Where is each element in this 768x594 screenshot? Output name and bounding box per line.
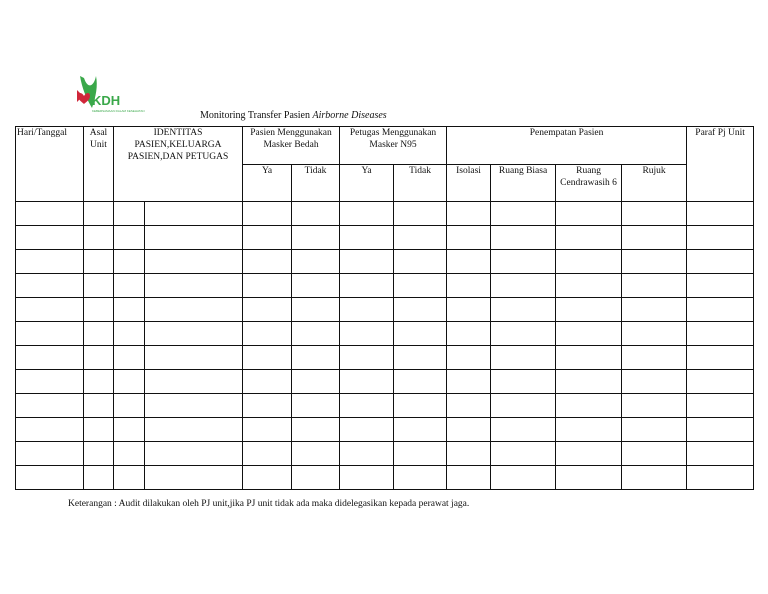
blank-rows: [16, 202, 754, 490]
table-cell[interactable]: [622, 370, 687, 394]
table-cell[interactable]: [622, 466, 687, 490]
table-cell[interactable]: [687, 346, 754, 370]
table-cell[interactable]: [447, 274, 491, 298]
table-cell[interactable]: [292, 274, 340, 298]
title-italic: Airborne Diseases: [312, 110, 387, 121]
table-cell[interactable]: [394, 346, 447, 370]
logo-text: KDH: [92, 93, 121, 108]
table-cell[interactable]: [84, 442, 114, 466]
table-cell[interactable]: [394, 394, 447, 418]
table-cell[interactable]: [145, 346, 243, 370]
table-cell[interactable]: [145, 466, 243, 490]
table-cell[interactable]: [556, 370, 622, 394]
table-cell[interactable]: [622, 394, 687, 418]
table-cell[interactable]: [687, 442, 754, 466]
table-cell[interactable]: [491, 298, 556, 322]
table-cell[interactable]: [687, 226, 754, 250]
table-cell[interactable]: [84, 274, 114, 298]
table-cell[interactable]: [556, 298, 622, 322]
table-cell[interactable]: [622, 346, 687, 370]
header-asal-unit: Asal Unit: [84, 127, 114, 202]
table-cell[interactable]: [16, 202, 84, 226]
table-cell[interactable]: [84, 466, 114, 490]
table-cell[interactable]: [687, 466, 754, 490]
table-cell[interactable]: [556, 274, 622, 298]
table-cell[interactable]: [16, 298, 84, 322]
table-cell[interactable]: [84, 418, 114, 442]
table-cell[interactable]: [556, 394, 622, 418]
table-cell[interactable]: [622, 442, 687, 466]
table-cell[interactable]: [491, 442, 556, 466]
table-row: [16, 322, 754, 346]
table-cell[interactable]: [340, 202, 394, 226]
header-identitas: IDENTITAS PASIEN,KELUARGA PASIEN,DAN PETUGAS: [114, 127, 243, 202]
table-cell[interactable]: [114, 322, 145, 346]
table-cell[interactable]: [84, 250, 114, 274]
subheader-ruang-cendrawasih: Ruang Cendrawasih 6: [556, 165, 622, 202]
table-cell[interactable]: [394, 442, 447, 466]
kdh-logo: [74, 72, 145, 116]
table-cell[interactable]: [292, 322, 340, 346]
table-cell[interactable]: [622, 202, 687, 226]
table-cell[interactable]: [84, 394, 114, 418]
table-cell[interactable]: [114, 298, 145, 322]
table-cell[interactable]: [84, 346, 114, 370]
table-row: [16, 394, 754, 418]
table-cell[interactable]: [687, 202, 754, 226]
table-cell[interactable]: [114, 226, 145, 250]
table-cell[interactable]: [16, 250, 84, 274]
table-cell[interactable]: [447, 298, 491, 322]
header-paraf: Paraf Pj Unit: [687, 127, 754, 202]
table-cell[interactable]: [114, 274, 145, 298]
table-cell[interactable]: [16, 394, 84, 418]
table-cell[interactable]: [687, 298, 754, 322]
table-cell[interactable]: [243, 298, 292, 322]
table-cell[interactable]: [687, 322, 754, 346]
table-cell[interactable]: [687, 370, 754, 394]
table-cell[interactable]: [84, 202, 114, 226]
subheader-ruang-biasa: Ruang Biasa: [491, 165, 556, 202]
table-row: [16, 226, 754, 250]
table-cell[interactable]: [447, 226, 491, 250]
table-cell[interactable]: [145, 418, 243, 442]
table-cell[interactable]: [556, 250, 622, 274]
table-cell[interactable]: [292, 370, 340, 394]
table-cell[interactable]: [491, 466, 556, 490]
subheader-petugas-tidak: Tidak: [394, 165, 447, 202]
table-cell[interactable]: [687, 250, 754, 274]
table-cell[interactable]: [84, 370, 114, 394]
table-cell[interactable]: [622, 298, 687, 322]
table-cell[interactable]: [394, 274, 447, 298]
table-cell[interactable]: [556, 442, 622, 466]
table-cell[interactable]: [394, 226, 447, 250]
table-cell[interactable]: [16, 370, 84, 394]
header-hari-tanggal: Hari/Tanggal: [16, 127, 84, 202]
table-row: [16, 298, 754, 322]
table-cell[interactable]: [394, 322, 447, 346]
table-cell[interactable]: [622, 274, 687, 298]
table-row: [16, 274, 754, 298]
table-cell[interactable]: [145, 394, 243, 418]
header-petugas-masker: Petugas Menggunakan Masker N95: [340, 127, 447, 165]
table-cell[interactable]: [243, 322, 292, 346]
table-cell[interactable]: [145, 370, 243, 394]
title-main: Monitoring Transfer Pasien: [200, 110, 313, 121]
table-cell[interactable]: [84, 322, 114, 346]
subheader-rujuk: Rujuk: [622, 165, 687, 202]
table-cell[interactable]: [340, 394, 394, 418]
table-row: [16, 202, 754, 226]
table-cell[interactable]: [447, 370, 491, 394]
table-cell[interactable]: [243, 346, 292, 370]
table-cell[interactable]: [394, 418, 447, 442]
table-cell[interactable]: [491, 250, 556, 274]
table-cell[interactable]: [394, 466, 447, 490]
table-cell[interactable]: [687, 394, 754, 418]
table-cell[interactable]: [622, 250, 687, 274]
table-cell[interactable]: [491, 226, 556, 250]
table-cell[interactable]: [491, 370, 556, 394]
table-cell[interactable]: [243, 250, 292, 274]
table-cell[interactable]: [622, 322, 687, 346]
table-cell[interactable]: [145, 274, 243, 298]
table-cell[interactable]: [556, 226, 622, 250]
table-cell[interactable]: [243, 394, 292, 418]
header-pasien-masker: Pasien Menggunakan Masker Bedah: [243, 127, 340, 165]
table-cell[interactable]: [292, 442, 340, 466]
table-cell[interactable]: [447, 322, 491, 346]
table-cell[interactable]: [394, 202, 447, 226]
monitoring-table: [15, 126, 754, 490]
table-cell[interactable]: [292, 202, 340, 226]
table-cell[interactable]: [145, 322, 243, 346]
table-cell[interactable]: [145, 226, 243, 250]
subheader-pasien-ya: Ya: [243, 165, 292, 202]
table-cell[interactable]: [16, 322, 84, 346]
table-cell[interactable]: [243, 418, 292, 442]
table-cell[interactable]: [394, 370, 447, 394]
table-cell[interactable]: [84, 226, 114, 250]
table-cell[interactable]: [292, 250, 340, 274]
table-cell[interactable]: [622, 418, 687, 442]
table-row: [16, 442, 754, 466]
footer-note: Keterangan : Audit dilakukan oleh PJ unit,jika PJ unit tidak ada maka didelegasikan kepada perawat jaga.: [68, 499, 470, 509]
table-cell[interactable]: [16, 274, 84, 298]
table-cell[interactable]: [114, 202, 145, 226]
table-cell[interactable]: [145, 250, 243, 274]
table-cell[interactable]: [114, 394, 145, 418]
table-cell[interactable]: [243, 226, 292, 250]
table-cell[interactable]: [292, 298, 340, 322]
table-cell[interactable]: [491, 322, 556, 346]
table-cell[interactable]: [16, 418, 84, 442]
table-cell[interactable]: [292, 346, 340, 370]
table-cell[interactable]: [16, 226, 84, 250]
table-row: [16, 466, 754, 490]
table-cell[interactable]: [340, 226, 394, 250]
table-cell[interactable]: [243, 370, 292, 394]
table-cell[interactable]: [114, 466, 145, 490]
table-cell[interactable]: [340, 466, 394, 490]
table-cell[interactable]: [556, 418, 622, 442]
table-cell[interactable]: [340, 418, 394, 442]
header-row-1: [16, 127, 754, 165]
table-row: [16, 250, 754, 274]
table-cell[interactable]: [340, 370, 394, 394]
table-cell[interactable]: [292, 226, 340, 250]
table-cell[interactable]: [16, 442, 84, 466]
table-cell[interactable]: [114, 370, 145, 394]
table-cell[interactable]: [394, 250, 447, 274]
subheader-petugas-ya: Ya: [340, 165, 394, 202]
table-cell[interactable]: [114, 418, 145, 442]
table-cell[interactable]: [491, 202, 556, 226]
table-cell[interactable]: [243, 202, 292, 226]
form-title: [200, 110, 387, 121]
table-cell[interactable]: [243, 466, 292, 490]
table-cell[interactable]: [16, 466, 84, 490]
table-cell[interactable]: [243, 274, 292, 298]
table-cell[interactable]: [16, 346, 84, 370]
table-row: [16, 370, 754, 394]
table-cell[interactable]: [340, 274, 394, 298]
table-cell[interactable]: [491, 418, 556, 442]
table-cell[interactable]: [243, 442, 292, 466]
table-cell[interactable]: [114, 346, 145, 370]
table-cell[interactable]: [556, 202, 622, 226]
logo-tagline: KEBERSAMAAN DALAM KESEHATAN: [92, 109, 145, 113]
table-cell[interactable]: [114, 250, 145, 274]
table-cell[interactable]: [687, 418, 754, 442]
table-cell[interactable]: [145, 298, 243, 322]
table-cell[interactable]: [340, 298, 394, 322]
table-cell[interactable]: [622, 226, 687, 250]
table-cell[interactable]: [447, 346, 491, 370]
table-cell[interactable]: [394, 298, 447, 322]
table-row: [16, 418, 754, 442]
table-cell[interactable]: [340, 250, 394, 274]
table-cell[interactable]: [556, 346, 622, 370]
table-cell[interactable]: [447, 442, 491, 466]
table-cell[interactable]: [114, 442, 145, 466]
table-cell[interactable]: [340, 442, 394, 466]
table-cell[interactable]: [491, 346, 556, 370]
table-cell[interactable]: [447, 418, 491, 442]
table-cell[interactable]: [447, 202, 491, 226]
table-cell[interactable]: [447, 250, 491, 274]
table-cell[interactable]: [491, 394, 556, 418]
subheader-pasien-tidak: Tidak: [292, 165, 340, 202]
table-cell[interactable]: [292, 418, 340, 442]
table-cell[interactable]: [447, 466, 491, 490]
table-cell[interactable]: [292, 466, 340, 490]
table-cell[interactable]: [556, 322, 622, 346]
table-cell[interactable]: [687, 274, 754, 298]
table-cell[interactable]: [447, 394, 491, 418]
table-cell[interactable]: [491, 274, 556, 298]
table-cell[interactable]: [145, 442, 243, 466]
table-cell[interactable]: [84, 298, 114, 322]
table-cell[interactable]: [145, 202, 243, 226]
table-cell[interactable]: [292, 394, 340, 418]
table-cell[interactable]: [340, 322, 394, 346]
table-cell[interactable]: [340, 346, 394, 370]
header-penempatan-pasien: Penempatan Pasien: [447, 127, 687, 165]
table-cell[interactable]: [556, 466, 622, 490]
table-row: [16, 346, 754, 370]
subheader-isolasi: Isolasi: [447, 165, 491, 202]
